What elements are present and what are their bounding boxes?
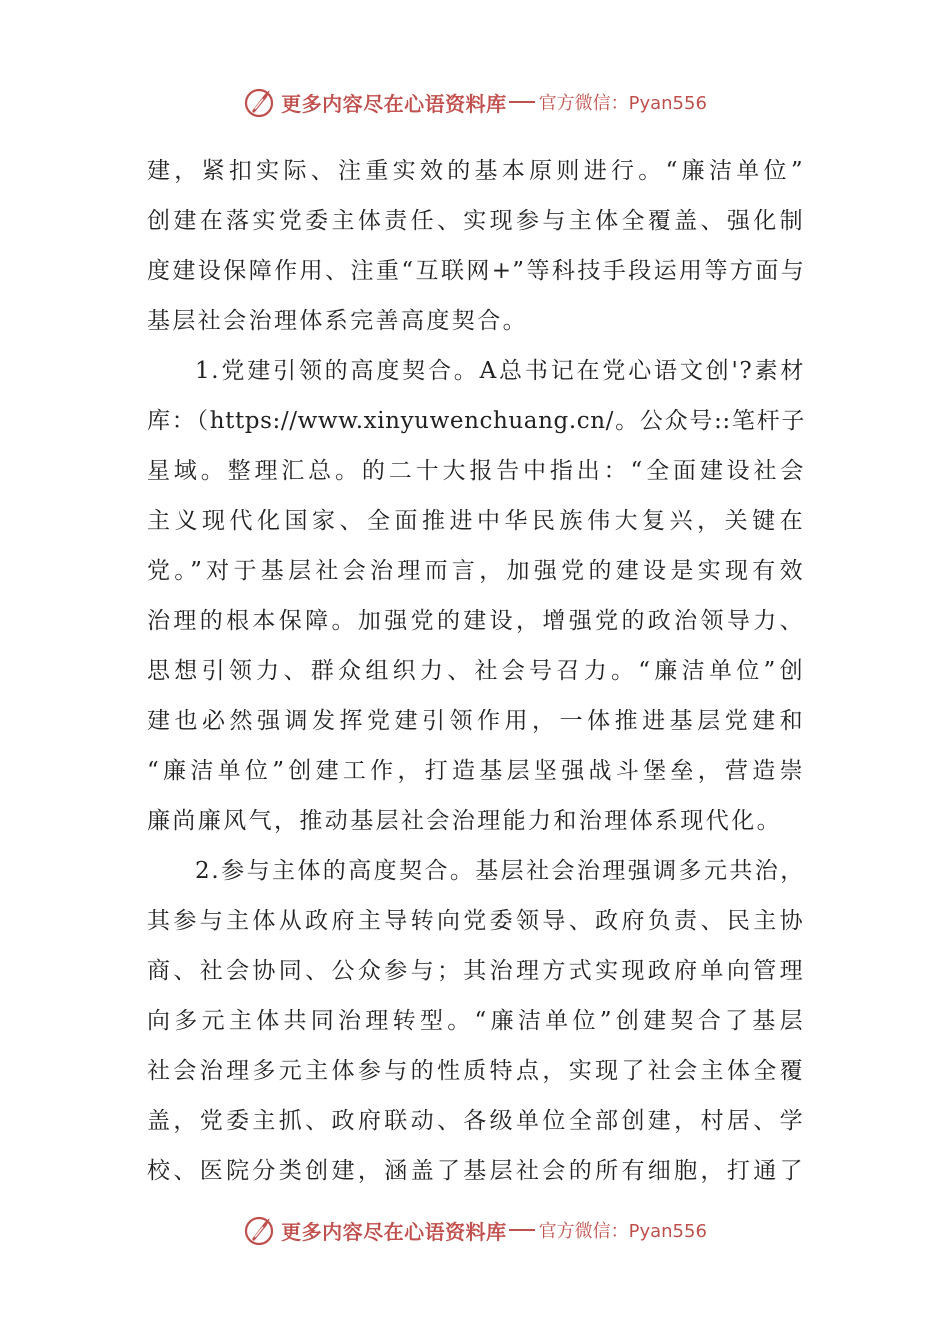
text-line: 星域。整理汇总。的二十大报告中指出：“全面建设社会 bbox=[147, 458, 805, 484]
header-banner bbox=[0, 80, 950, 124]
text-line: 盖，党委主抓、政府联动、各级单位全部创建，村居、学 bbox=[147, 1108, 805, 1134]
text-line: 廉尚廉风气，推动基层社会治理能力和治理体系现代化。 bbox=[147, 808, 782, 834]
banner-brand-text: 更多内容尽在心语资料库 bbox=[281, 91, 507, 116]
text-line: 治理的根本保障。加强党的建设，增强党的政治领导力、 bbox=[147, 608, 805, 634]
text-line: 社会治理多元主体参与的性质特点，实现了社会主体全覆 bbox=[147, 1058, 805, 1084]
text-line: 1.党建引领的高度契合。A总书记在党心语文创'?素材 bbox=[195, 358, 805, 384]
text-line: 度建设保障作用、注重“互联网+”等科技手段运用等方面与 bbox=[147, 258, 805, 284]
banner-dash bbox=[509, 101, 535, 103]
text-line: 其参与主体从政府主导转向党委领导、政府负责、民主协 bbox=[147, 908, 805, 934]
text-line: “廉洁单位”创建工作，打造基层坚强战斗堡垒，营造崇 bbox=[147, 758, 805, 784]
text-line: 建也必然强调发挥党建引领作用，一体推进基层党建和 bbox=[147, 708, 805, 734]
banner-wechat-text: 官方微信：Pyan556 bbox=[538, 93, 707, 114]
text-line: 建，紧扣实际、注重实效的基本原则进行。“廉洁单位” bbox=[147, 158, 805, 184]
text-line: 创建在落实党委主体责任、实现参与主体全覆盖、强化制 bbox=[147, 208, 805, 234]
text-line: 库：（https://www.xinyuwenchuang.cn/。公众号::笔杆子 bbox=[147, 408, 805, 434]
document-body bbox=[147, 146, 805, 1196]
text-line: 党。”对于基层社会治理而言，加强党的建设是实现有效 bbox=[147, 558, 805, 584]
footer-banner bbox=[0, 1208, 950, 1252]
text-line: 思想引领力、群众组织力、社会号召力。“廉洁单位”创 bbox=[147, 658, 805, 684]
text-line: 向多元主体共同治理转型。“廉洁单位”创建契合了基层 bbox=[147, 1008, 805, 1034]
text-line: 主义现代化国家、全面推进中华民族伟大复兴，关键在 bbox=[147, 508, 805, 534]
text-line: 2.参与主体的高度契合。基层社会治理强调多元共治， bbox=[195, 858, 805, 884]
banner-brand-text: 更多内容尽在心语资料库 bbox=[281, 1219, 507, 1244]
text-line: 校、医院分类创建，涵盖了基层社会的所有细胞，打通了 bbox=[147, 1158, 805, 1184]
text-line: 商、社会协同、公众参与；其治理方式实现政府单向管理 bbox=[147, 958, 805, 984]
pen-nib-circle-icon bbox=[243, 85, 277, 119]
pen-nib-circle-icon bbox=[243, 1213, 277, 1247]
banner-wechat-text: 官方微信：Pyan556 bbox=[538, 1221, 707, 1242]
text-line: 基层社会治理体系完善高度契合。 bbox=[147, 308, 528, 334]
banner-dash bbox=[509, 1229, 535, 1231]
